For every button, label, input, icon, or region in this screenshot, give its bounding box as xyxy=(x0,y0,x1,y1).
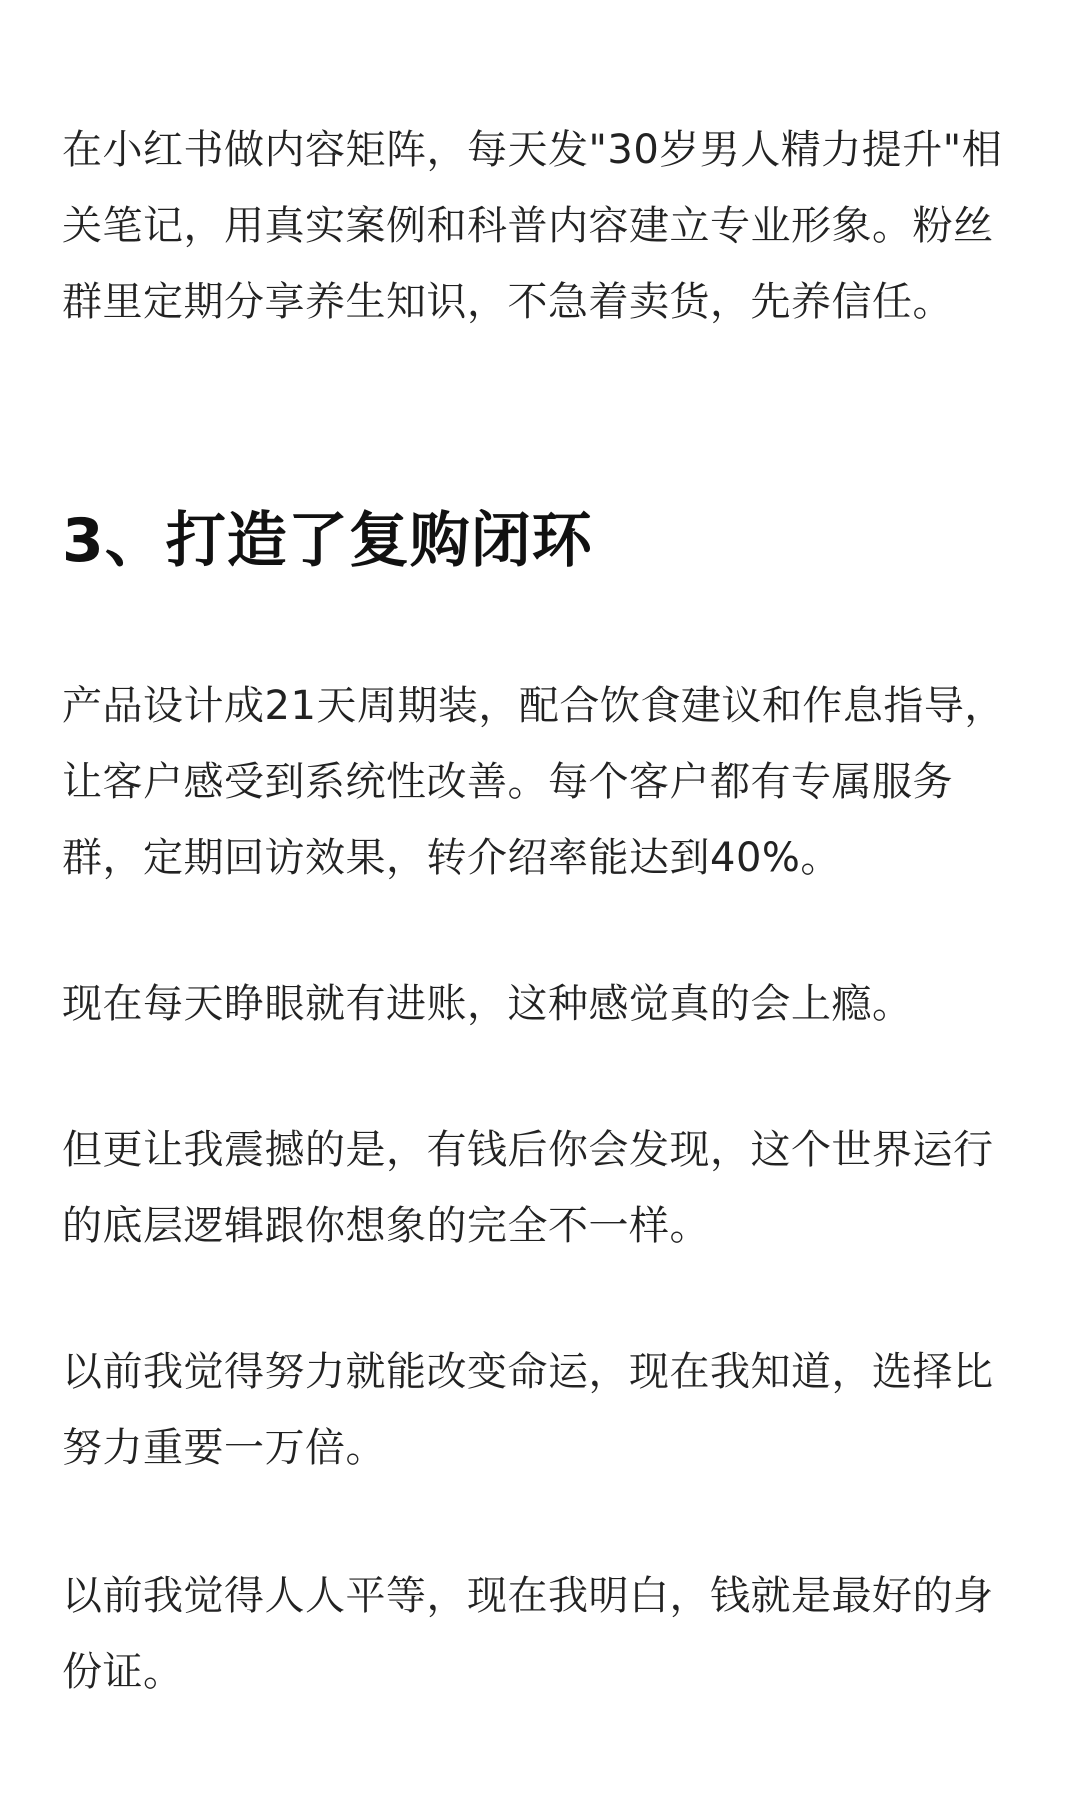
paragraph-world-logic: 但更让我震撼的是，有钱后你会发现，这个世界运行的底层逻辑跟你想象的完全不一样。 xyxy=(62,1127,994,1249)
paragraph-choice-vs-effort: 以前我觉得努力就能改变命运，现在我知道，选择比努力重要一万倍。 xyxy=(62,1349,994,1471)
paragraph-money-identity: 以前我觉得人人平等，现在我明白，钱就是最好的身份证。 xyxy=(62,1573,994,1695)
paragraph-content-matrix: 在小红书做内容矩阵，每天发"30岁男人精力提升"相关笔记，用真实案例和科普内容建立专业形象。粉丝群里定期分享养生知识，不急着卖货，先养信任。 xyxy=(62,127,1003,325)
section-heading-repurchase-loop: 3、打造了复购闭环 xyxy=(62,506,593,576)
paragraph-daily-income: 现在每天睁眼就有进账，这种感觉真的会上瘾。 xyxy=(62,981,913,1027)
paragraph-product-design: 产品设计成21天周期装，配合饮食建议和作息指导，让客户感受到系统性改善。每个客户都有专属服务群，定期回访效果，转介绍率能达到40%。 xyxy=(62,683,1005,881)
